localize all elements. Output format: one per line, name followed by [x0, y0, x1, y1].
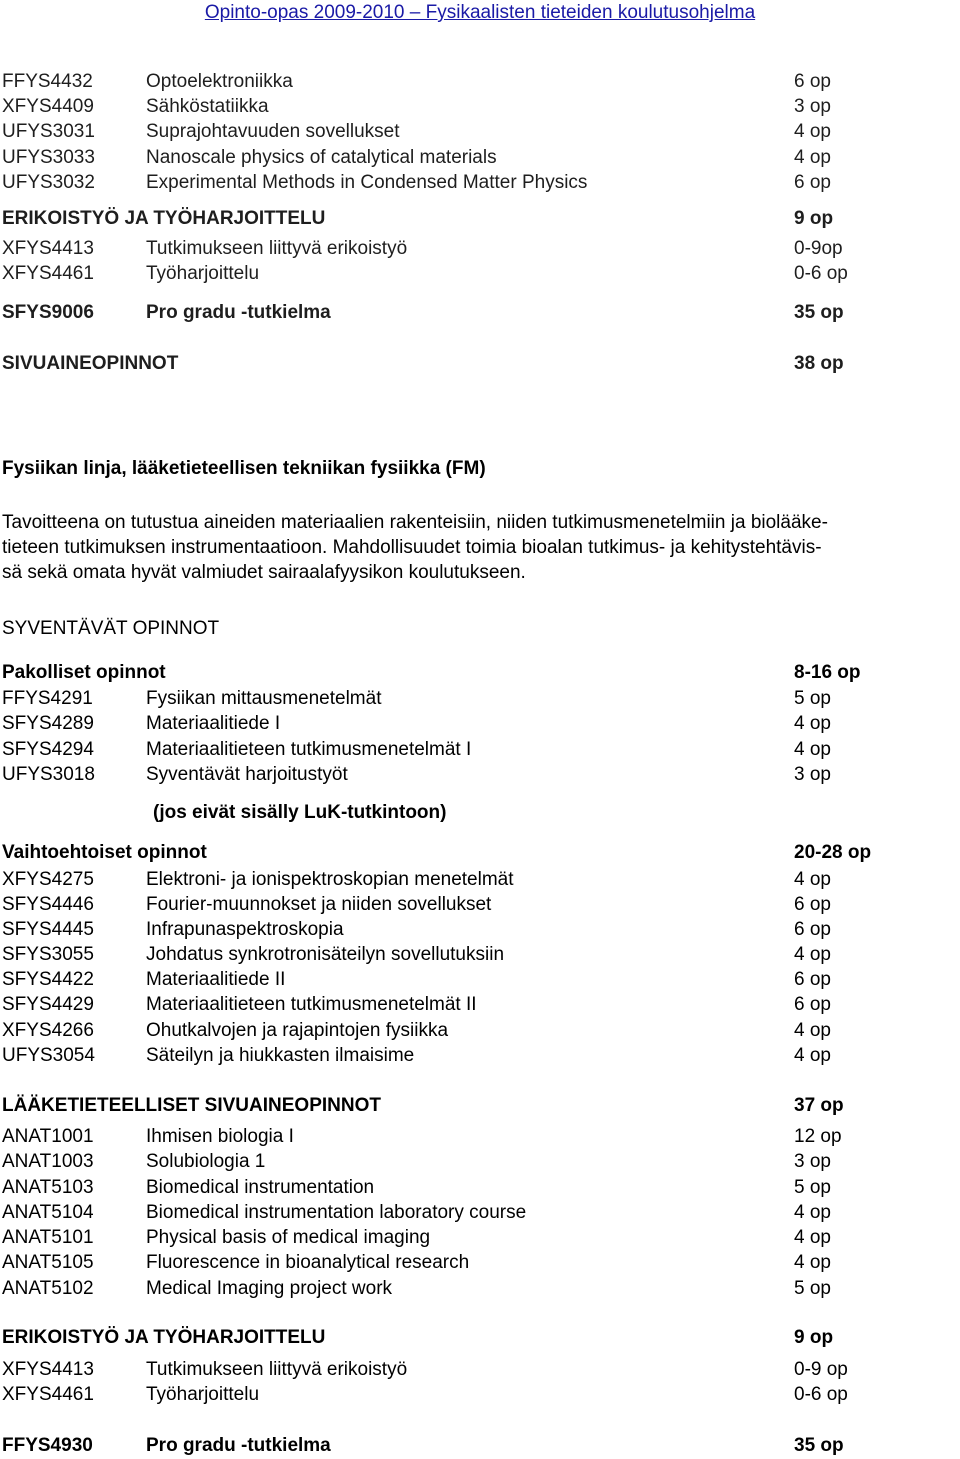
course-credits: 4 op — [794, 869, 831, 890]
course-credits: 6 op — [794, 969, 831, 990]
course-name: Ihmisen biologia I — [146, 1126, 294, 1147]
page-header-link[interactable]: Opinto-opas 2009-2010 – Fysikaalisten tieteiden koulutusohjelma — [204, 2, 756, 23]
course-name: Tutkimukseen liittyvä erikoistyö — [146, 238, 408, 259]
course-credits: 6 op — [794, 919, 831, 940]
course-row — [0, 145, 960, 170]
course-code: ANAT5105 — [2, 1252, 94, 1273]
section-heading-row — [0, 1325, 960, 1350]
course-code: UFYS3033 — [2, 147, 95, 168]
course-name: Materiaalitieteen tutkimusmenetelmät I — [146, 739, 472, 760]
section-title: ERIKOISTYÖ JA TYÖHARJOITTELU — [2, 1327, 326, 1348]
section-heading-row — [0, 206, 960, 231]
section-heading-row — [0, 351, 960, 376]
course-credits: 0-6 op — [794, 1384, 848, 1405]
course-code: ANAT5104 — [2, 1202, 94, 1223]
section-credits: 38 op — [794, 353, 844, 374]
course-row — [0, 686, 960, 711]
course-name: Säteilyn ja hiukkasten ilmaisime — [146, 1045, 415, 1066]
thesis-row — [0, 300, 960, 325]
course-code: SFYS4422 — [2, 969, 94, 990]
paragraph-line: tieteen tutkimuksen instrumentaatioon. Mahdollisuudet toimia bioalan tutkimus- ja kehitystehtävis- — [2, 537, 822, 558]
section-title: LÄÄKETIETEELLISET SIVUAINEOPINNOT — [2, 1095, 381, 1116]
course-name: Materiaalitieteen tutkimusmenetelmät II — [146, 994, 477, 1015]
course-credits: 0-9op — [794, 238, 843, 259]
course-credits: 4 op — [794, 1227, 831, 1248]
course-row — [0, 94, 960, 119]
section-credits: 9 op — [794, 1327, 834, 1348]
course-code: ANAT5102 — [2, 1278, 94, 1299]
course-name: Johdatus synkrotronisäteilyn sovellutuksiin — [146, 944, 505, 965]
course-row — [0, 967, 960, 992]
course-credits: 4 op — [794, 1020, 831, 1041]
requirement-note: (jos eivät sisälly LuK-tutkintoon) — [153, 802, 447, 823]
course-credits: 4 op — [794, 1252, 831, 1273]
course-credits: 12 op — [794, 1126, 842, 1147]
course-credits: 35 op — [794, 302, 844, 323]
paragraph-line: sä sekä omata hyvät valmiudet sairaalafyysikon koulutukseen. — [2, 562, 526, 583]
course-credits: 0-9 op — [794, 1359, 848, 1380]
course-name: Fluorescence in bioanalytical research — [146, 1252, 470, 1273]
section-credits: 9 op — [794, 208, 834, 229]
course-row — [0, 1200, 960, 1225]
course-credits: 3 op — [794, 764, 831, 785]
course-row — [0, 942, 960, 967]
course-credits: 4 op — [794, 1202, 831, 1223]
course-credits: 35 op — [794, 1435, 844, 1456]
section-title: SYVENTÄVÄT OPINNOT — [2, 618, 220, 639]
course-code: SFYS4289 — [2, 713, 94, 734]
course-row — [0, 711, 960, 736]
course-row — [0, 69, 960, 94]
subsection-title: Pakolliset opinnot — [2, 662, 166, 683]
course-credits: 4 op — [794, 147, 831, 168]
course-row — [0, 892, 960, 917]
course-code: SFYS3055 — [2, 944, 94, 965]
course-code: UFYS3018 — [2, 764, 95, 785]
course-name: Solubiologia 1 — [146, 1151, 266, 1172]
course-row — [0, 1225, 960, 1250]
course-credits: 5 op — [794, 1177, 831, 1198]
course-name: Physical basis of medical imaging — [146, 1227, 431, 1248]
course-name: Experimental Methods in Condensed Matter Physics — [146, 172, 588, 193]
course-name: Pro gradu -tutkielma — [146, 1435, 331, 1456]
course-credits: 4 op — [794, 1045, 831, 1066]
course-credits: 5 op — [794, 1278, 831, 1299]
course-code: XFYS4266 — [2, 1020, 94, 1041]
course-code: SFYS9006 — [2, 302, 94, 323]
course-code: ANAT5103 — [2, 1177, 94, 1198]
section-credits: 37 op — [794, 1095, 844, 1116]
subsection-title: Vaihtoehtoiset opinnot — [2, 842, 207, 863]
course-row — [0, 1175, 960, 1200]
course-row — [0, 762, 960, 787]
course-code: SFYS4429 — [2, 994, 94, 1015]
course-name: Sähköstatiikka — [146, 96, 269, 117]
course-code: XFYS4413 — [2, 1359, 94, 1380]
course-name: Suprajohtavuuden sovellukset — [146, 121, 400, 142]
course-code: UFYS3031 — [2, 121, 95, 142]
section-title: ERIKOISTYÖ JA TYÖHARJOITTELU — [2, 208, 326, 229]
course-row — [0, 170, 960, 195]
course-credits: 4 op — [794, 944, 831, 965]
course-name: Syventävät harjoitustyöt — [146, 764, 348, 785]
course-code: SFYS4446 — [2, 894, 94, 915]
course-row — [0, 737, 960, 762]
course-credits: 4 op — [794, 739, 831, 760]
course-code: FFYS4291 — [2, 688, 93, 709]
line-description — [2, 510, 960, 585]
section-heading-row — [0, 1093, 960, 1118]
course-code: SFYS4445 — [2, 919, 94, 940]
course-row — [0, 992, 960, 1017]
line-title: Fysiikan linja, lääketieteellisen tekniikan fysiikka (FM) — [2, 458, 486, 479]
course-name: Biomedical instrumentation — [146, 1177, 375, 1198]
course-name: Medical Imaging project work — [146, 1278, 393, 1299]
course-credits: 6 op — [794, 994, 831, 1015]
course-code: UFYS3054 — [2, 1045, 95, 1066]
course-code: UFYS3032 — [2, 172, 95, 193]
subsection-credits: 8-16 op — [794, 662, 861, 683]
subsection-heading-row — [0, 840, 960, 865]
course-name: Ohutkalvojen ja rajapintojen fysiikka — [146, 1020, 449, 1041]
course-credits: 0-6 op — [794, 263, 848, 284]
course-code: FFYS4432 — [2, 71, 93, 92]
course-row — [0, 917, 960, 942]
course-name: Työharjoittelu — [146, 263, 260, 284]
paragraph-line: Tavoitteena on tutustua aineiden materiaalien rakenteisiin, niiden tutkimusmenetelmiin ja biolääke- — [2, 512, 828, 533]
course-row — [0, 1250, 960, 1275]
course-name: Materiaalitiede II — [146, 969, 286, 990]
course-credits: 4 op — [794, 713, 831, 734]
course-code: XFYS4461 — [2, 1384, 94, 1405]
course-name: Optoelektroniikka — [146, 71, 293, 92]
course-name: Tutkimukseen liittyvä erikoistyö — [146, 1359, 408, 1380]
course-credits: 5 op — [794, 688, 831, 709]
course-name: Fourier-muunnokset ja niiden sovellukset — [146, 894, 492, 915]
course-credits: 6 op — [794, 71, 831, 92]
course-row — [0, 1149, 960, 1174]
course-row — [0, 261, 960, 286]
course-code: XFYS4275 — [2, 869, 94, 890]
course-row — [0, 1043, 960, 1068]
course-credits: 3 op — [794, 1151, 831, 1172]
course-credits: 6 op — [794, 172, 831, 193]
course-row — [0, 1276, 960, 1301]
course-row — [0, 236, 960, 261]
course-row — [0, 867, 960, 892]
course-credits: 4 op — [794, 121, 831, 142]
course-code: ANAT5101 — [2, 1227, 94, 1248]
course-code: ANAT1001 — [2, 1126, 94, 1147]
course-row — [0, 1357, 960, 1382]
course-name: Biomedical instrumentation laboratory course — [146, 1202, 527, 1223]
course-code: ANAT1003 — [2, 1151, 94, 1172]
course-code: XFYS4413 — [2, 238, 94, 259]
course-code: SFYS4294 — [2, 739, 94, 760]
course-code: FFYS4930 — [2, 1435, 93, 1456]
thesis-row — [0, 1433, 960, 1458]
subsection-credits: 20-28 op — [794, 842, 872, 863]
course-credits: 6 op — [794, 894, 831, 915]
course-credits: 3 op — [794, 96, 831, 117]
course-name: Elektroni- ja ionispektroskopian menetelmät — [146, 869, 514, 890]
course-name: Fysiikan mittausmenetelmät — [146, 688, 382, 709]
section-title: SIVUAINEOPINNOT — [2, 353, 179, 374]
course-code: XFYS4461 — [2, 263, 94, 284]
course-name: Nanoscale physics of catalytical materials — [146, 147, 497, 168]
subsection-heading-row — [0, 660, 960, 685]
course-row — [0, 1018, 960, 1043]
course-name: Työharjoittelu — [146, 1384, 260, 1405]
course-name: Materiaalitiede I — [146, 713, 281, 734]
course-row — [0, 119, 960, 144]
course-code: XFYS4409 — [2, 96, 94, 117]
course-name: Pro gradu -tutkielma — [146, 302, 331, 323]
course-row — [0, 1382, 960, 1407]
course-row — [0, 1124, 960, 1149]
course-name: Infrapunaspektroskopia — [146, 919, 344, 940]
